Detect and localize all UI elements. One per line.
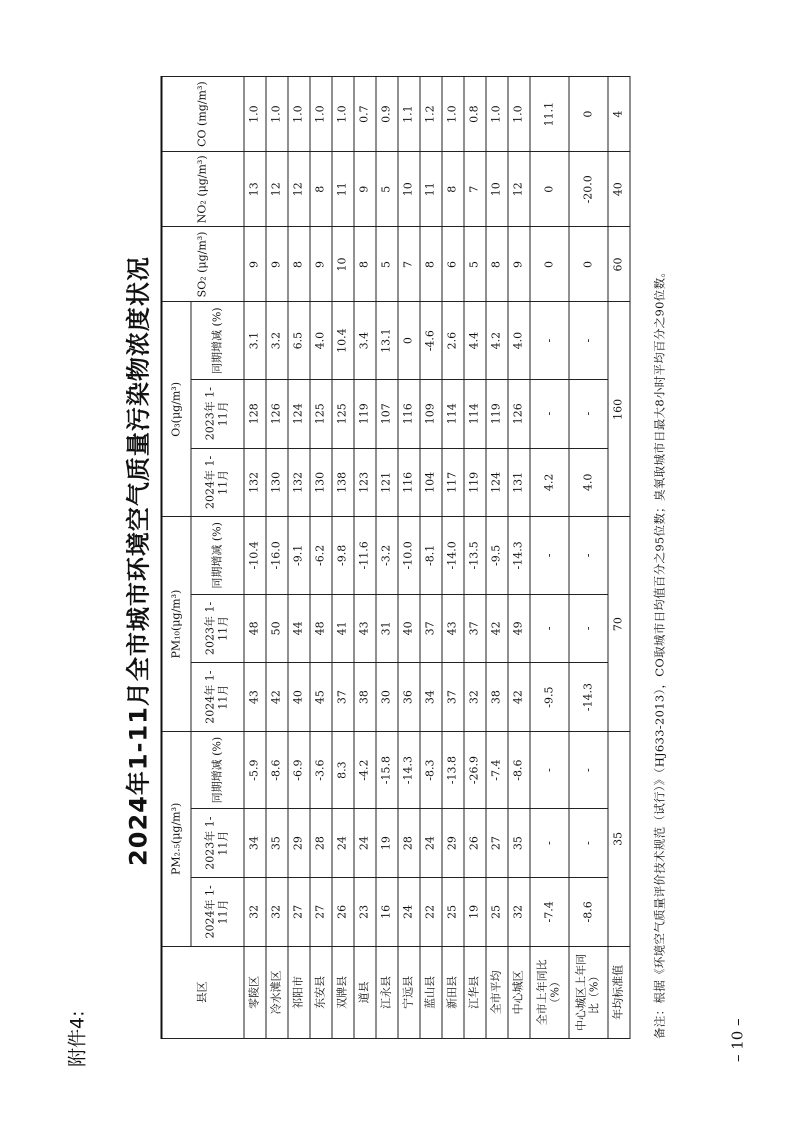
cell: 28: [310, 809, 332, 878]
county-name: 全市平均: [486, 946, 508, 1038]
cell: 130: [266, 448, 288, 517]
page-number: – 10 –: [728, 1018, 746, 1062]
cell: 10: [398, 152, 420, 227]
cell: 38: [354, 663, 376, 732]
cell: 27: [288, 877, 310, 946]
cell: 132: [288, 448, 310, 517]
county-name: 中心城区: [508, 946, 530, 1038]
pm10-2023-header: 2023年 1-11月: [191, 594, 244, 663]
cell: 32: [464, 663, 486, 732]
county-name: 冷水滩区: [266, 946, 288, 1038]
cell: -8.1: [420, 517, 442, 594]
cell: 35: [266, 809, 288, 878]
cell: 11: [420, 152, 442, 227]
cell: 117: [442, 448, 464, 517]
cell: -9.8: [332, 517, 354, 594]
cell: -7.4: [486, 731, 508, 808]
pm25-change-header: 同期增减 (%): [191, 731, 244, 808]
table-row: [354, 77, 376, 1039]
cell: 7: [398, 227, 420, 302]
cell: 35: [608, 731, 630, 946]
table-row: [420, 77, 442, 1039]
cell: 70: [608, 517, 630, 732]
county-name: 宁远县: [398, 946, 420, 1038]
cell: 3.1: [244, 302, 266, 379]
cell: 123: [354, 448, 376, 517]
table-row: [310, 77, 332, 1039]
county-name: 江华县: [464, 946, 486, 1038]
cell: 38: [486, 663, 508, 732]
cell: 160: [608, 302, 630, 517]
cell: -13.5: [464, 517, 486, 594]
cell: -: [569, 809, 608, 878]
page-title: 2024年1-11月全市城市环境空气质量污染物浓度状况: [124, 256, 152, 866]
cell: 131: [508, 448, 530, 517]
county-name: 祁阳市: [288, 946, 310, 1038]
cell: 9: [310, 227, 332, 302]
cell: 0: [530, 152, 569, 227]
cell: 12: [508, 152, 530, 227]
cell: -4.2: [354, 731, 376, 808]
cell: 4.4: [464, 302, 486, 379]
cell: 119: [486, 379, 508, 448]
cell: 35: [508, 809, 530, 878]
footnote: 备注：根据《环境空气质量评价技术规范（试行）》（HJ633-2013），CO取城市日均值百分之95位数；臭氧取城市日最大8小时平均百分之90位数。: [652, 265, 666, 1039]
cell: 109: [420, 379, 442, 448]
attachment-label: 附件4:: [66, 1010, 88, 1067]
cell: -6.9: [288, 731, 310, 808]
cell: 32: [508, 877, 530, 946]
cell: 0: [569, 77, 608, 152]
cell: 8.3: [332, 731, 354, 808]
cell: -8.6: [569, 877, 608, 946]
cell: 1.0: [508, 77, 530, 152]
cell: 34: [244, 809, 266, 878]
cell: 119: [354, 379, 376, 448]
cell: 48: [310, 594, 332, 663]
cell: 1.1: [398, 77, 420, 152]
county-name: 双牌县: [332, 946, 354, 1038]
row-label: 中心城区上年同比（%）: [569, 946, 608, 1038]
cell: -: [530, 731, 569, 808]
cell: -10.4: [244, 517, 266, 594]
cell: -8.6: [266, 731, 288, 808]
cell: 1.0: [266, 77, 288, 152]
county-name: 东安县: [310, 946, 332, 1038]
cell: 40: [398, 594, 420, 663]
county-name: 新田县: [442, 946, 464, 1038]
cell: 5: [376, 152, 398, 227]
cell: 4: [608, 77, 630, 152]
cell: -9.5: [530, 663, 569, 732]
cell: 124: [288, 379, 310, 448]
cell: 121: [376, 448, 398, 517]
cell: 0.9: [376, 77, 398, 152]
cell: 60: [608, 227, 630, 302]
pm25-header: PM₂.₅(μg/m³): [161, 731, 191, 946]
cell: 130: [310, 448, 332, 517]
cell: -: [530, 594, 569, 663]
cell: 107: [376, 379, 398, 448]
cell: 42: [486, 594, 508, 663]
cell: 27: [486, 809, 508, 878]
cell: 37: [332, 663, 354, 732]
cell: 43: [244, 663, 266, 732]
so2-header: SO₂ (μg/m³): [161, 227, 244, 302]
cell: 4.0: [508, 302, 530, 379]
cell: -13.8: [442, 731, 464, 808]
table-row: [244, 77, 266, 1039]
cell: 3.4: [354, 302, 376, 379]
cell: 43: [442, 594, 464, 663]
cell: 48: [244, 594, 266, 663]
table-row: [508, 77, 530, 1039]
cell: 42: [508, 663, 530, 732]
cell: 1.2: [420, 77, 442, 152]
cell: 49: [508, 594, 530, 663]
cell: 8: [354, 227, 376, 302]
table-row: [442, 77, 464, 1039]
cell: 116: [398, 379, 420, 448]
table-row: [398, 77, 420, 1039]
cell: -3.2: [376, 517, 398, 594]
cell: 0.7: [354, 77, 376, 152]
cell: -5.9: [244, 731, 266, 808]
cell: -: [530, 379, 569, 448]
cell: 10: [332, 227, 354, 302]
county-name: 蓝山县: [420, 946, 442, 1038]
o3-2024-header: 2024年 1-11月: [191, 448, 244, 517]
cell: 8: [310, 152, 332, 227]
air-quality-table: [160, 76, 630, 1039]
cell: 3.2: [266, 302, 288, 379]
cell: 10.4: [332, 302, 354, 379]
cell: 22: [420, 877, 442, 946]
cell: 11: [332, 152, 354, 227]
cell: -: [569, 731, 608, 808]
o3-change-header: 同期增减 (%): [191, 302, 244, 379]
no2-header: NO₂ (μg/m³): [161, 152, 244, 227]
cell: -14.3: [508, 517, 530, 594]
cell: 8: [442, 152, 464, 227]
cell: 128: [244, 379, 266, 448]
county-name: 江永县: [376, 946, 398, 1038]
cell: 4.0: [310, 302, 332, 379]
cell: 138: [332, 448, 354, 517]
cell: 16: [376, 877, 398, 946]
cell: 31: [376, 594, 398, 663]
cell: 26: [464, 809, 486, 878]
pm25-2023-header: 2023年 1-11月: [191, 809, 244, 878]
pm10-header: PM₁₀(μg/m³): [161, 517, 191, 732]
cell: -4.6: [420, 302, 442, 379]
cell: -16.0: [266, 517, 288, 594]
cell: -9.1: [288, 517, 310, 594]
cell: 24: [332, 809, 354, 878]
cell: 27: [310, 877, 332, 946]
county-header: 县区: [161, 946, 244, 1038]
cell: 4.0: [569, 448, 608, 517]
cell: -: [569, 302, 608, 379]
table-row: [332, 77, 354, 1039]
cell: 12: [266, 152, 288, 227]
row-label: 年均标准值: [608, 946, 630, 1038]
cell: 43: [354, 594, 376, 663]
cell: 40: [608, 152, 630, 227]
cell: 13: [244, 152, 266, 227]
cell: 8: [420, 227, 442, 302]
cell: 9: [354, 152, 376, 227]
cell: 1.0: [288, 77, 310, 152]
cell: 36: [398, 663, 420, 732]
cell: 114: [442, 379, 464, 448]
cell: 37: [464, 594, 486, 663]
cell: 29: [442, 809, 464, 878]
cell: 25: [486, 877, 508, 946]
table-row: [486, 77, 508, 1039]
cell: 23: [354, 877, 376, 946]
cell: -9.5: [486, 517, 508, 594]
cell: 4.2: [530, 448, 569, 517]
cell: 116: [398, 448, 420, 517]
pm25-2024-header: 2024年 1-11月: [191, 877, 244, 946]
cell: 0: [569, 227, 608, 302]
cell: 6: [442, 227, 464, 302]
cell: -: [569, 594, 608, 663]
cell: -6.2: [310, 517, 332, 594]
row-label: 全市上年同比（%）: [530, 946, 569, 1038]
cell: -26.9: [464, 731, 486, 808]
pm10-2024-header: 2024年 1-11月: [191, 663, 244, 732]
cell: 45: [310, 663, 332, 732]
cell: -14.0: [442, 517, 464, 594]
cell: -: [530, 809, 569, 878]
cell: 42: [266, 663, 288, 732]
table-row: [376, 77, 398, 1039]
county-name: 零陵区: [244, 946, 266, 1038]
county-name: 道县: [354, 946, 376, 1038]
cell: 4.2: [486, 302, 508, 379]
cell: 124: [486, 448, 508, 517]
cell: 1.0: [442, 77, 464, 152]
cell: 32: [266, 877, 288, 946]
cell: 37: [420, 594, 442, 663]
table-row: [464, 77, 486, 1039]
cell: -8.6: [508, 731, 530, 808]
cell: 1.0: [332, 77, 354, 152]
cell: -: [569, 379, 608, 448]
cell: 8: [486, 227, 508, 302]
cell: 125: [332, 379, 354, 448]
table-row: [288, 77, 310, 1039]
cell: -8.3: [420, 731, 442, 808]
cell: 44: [288, 594, 310, 663]
cell: -: [530, 302, 569, 379]
cell: 119: [464, 448, 486, 517]
cell: 11.1: [530, 77, 569, 152]
cell: -7.4: [530, 877, 569, 946]
cell: 2.6: [442, 302, 464, 379]
co-header: CO (mg/m³): [161, 77, 244, 152]
cell: 114: [464, 379, 486, 448]
cell: 50: [266, 594, 288, 663]
cell: 5: [464, 227, 486, 302]
table-row: [266, 77, 288, 1039]
cell: 9: [266, 227, 288, 302]
o3-header: O₃(μg/m³): [161, 302, 191, 517]
cell: 12: [288, 152, 310, 227]
cell: 10: [486, 152, 508, 227]
cell: -: [530, 517, 569, 594]
cell: -14.3: [398, 731, 420, 808]
pm10-change-header: 同期增减 (%): [191, 517, 244, 594]
cell: 40: [288, 663, 310, 732]
cell: -11.6: [354, 517, 376, 594]
cell: 1.0: [310, 77, 332, 152]
cell: 19: [464, 877, 486, 946]
cell: 25: [442, 877, 464, 946]
cell: 26: [332, 877, 354, 946]
cell: 8: [288, 227, 310, 302]
cell: 7: [464, 152, 486, 227]
table-row-standard: [608, 77, 630, 1039]
cell: 34: [420, 663, 442, 732]
table-row-city-yoy: [530, 77, 569, 1039]
cell: 5: [376, 227, 398, 302]
cell: 29: [288, 809, 310, 878]
cell: 1.0: [486, 77, 508, 152]
cell: -15.8: [376, 731, 398, 808]
cell: 24: [354, 809, 376, 878]
cell: 125: [310, 379, 332, 448]
cell: 0: [530, 227, 569, 302]
cell: 13.1: [376, 302, 398, 379]
cell: 126: [508, 379, 530, 448]
cell: 30: [376, 663, 398, 732]
cell: 41: [332, 594, 354, 663]
cell: 24: [398, 877, 420, 946]
cell: -20.0: [569, 152, 608, 227]
cell: -: [569, 517, 608, 594]
table-row-center-yoy: [569, 77, 608, 1039]
cell: 32: [244, 877, 266, 946]
cell: 1.0: [244, 77, 266, 152]
o3-2023-header: 2023年 1-11月: [191, 379, 244, 448]
cell: 24: [420, 809, 442, 878]
cell: 126: [266, 379, 288, 448]
cell: -14.3: [569, 663, 608, 732]
cell: 9: [244, 227, 266, 302]
cell: 37: [442, 663, 464, 732]
cell: 0.8: [464, 77, 486, 152]
cell: 6.5: [288, 302, 310, 379]
cell: 0: [398, 302, 420, 379]
cell: 19: [376, 809, 398, 878]
cell: 104: [420, 448, 442, 517]
cell: 28: [398, 809, 420, 878]
cell: 9: [508, 227, 530, 302]
cell: -3.6: [310, 731, 332, 808]
cell: 132: [244, 448, 266, 517]
cell: -10.0: [398, 517, 420, 594]
